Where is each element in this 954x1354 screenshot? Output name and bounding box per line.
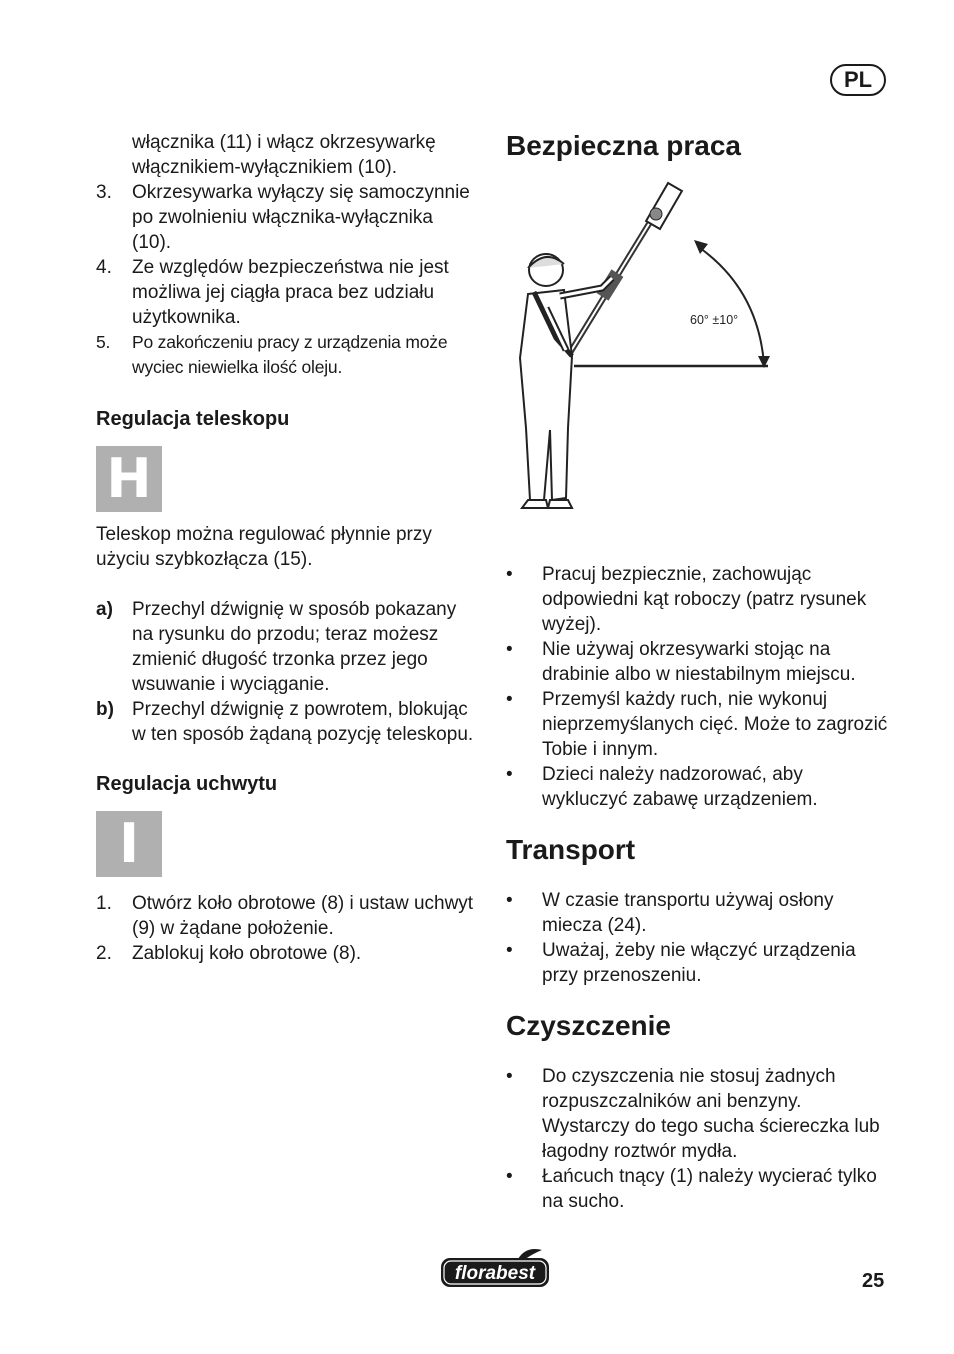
left-column [96,130,474,966]
bullet-marker: • [506,940,513,961]
cleaning-bullets [506,1064,890,1214]
list-item [96,941,474,966]
list-marker: 1. [96,893,112,914]
page-number: 25 [862,1270,885,1292]
list-item [506,938,890,988]
list-item [96,180,474,255]
list-text: Zablokuj koło obrotowe (8). [132,943,362,964]
safe-work-bullets [506,562,890,812]
list-item [506,687,890,762]
angle-label: 60° ±10° [690,313,739,327]
list-text: Przechyl dźwignię z powrotem, blokując w ten sposób żądaną pozycję teleskopu. [132,699,474,745]
list-item [506,1064,890,1164]
bullet-marker: • [506,890,513,911]
list-text: Po zakończeniu pracy z urządzenia może wyciec niewielka ilość oleju. [132,332,448,377]
worker-pole-saw-figure [506,178,776,528]
list-text: Nie używaj okrzesywarki stojąc na drabinie albo w niestabilnym miejscu. [542,639,856,685]
list-item [506,888,890,938]
transport-bullets [506,888,890,988]
list-marker: 5. [96,332,111,352]
list-marker: 2. [96,943,112,964]
list-item [506,637,890,687]
list-item [96,255,474,330]
section-heading-telescope: Regulacja teleskopu [96,408,290,430]
steps-list-continued [96,130,474,380]
section-heading-handle: Regulacja uchwytu [96,773,278,795]
bullet-marker: • [506,1166,513,1187]
list-marker: a) [96,599,113,620]
list-item [506,1164,890,1214]
list-text: Okrzesywarka wyłączy się samoczynnie po zwolnieniu włącznika-wyłącznika (10). [132,182,470,253]
language-badge: PL [830,64,886,96]
working-angle-illustration [506,178,776,528]
list-text: Przemyśl każdy ruch, nie wykonuj nieprzemyślanych cięć. Może to zagrozić Tobie i innym. [542,689,888,760]
list-item [506,762,890,812]
bullet-marker: • [506,564,513,585]
figure-reference-box-i: I [96,811,162,877]
list-text: Uważaj, żeby nie włączyć urządzenia przy przenoszeniu. [542,940,856,986]
section-heading-cleaning: Czyszczenie [506,1010,671,1041]
list-item [96,891,474,941]
list-item [96,130,474,180]
list-item [96,597,474,697]
list-text: Przechyl dźwignię w sposób pokazany na rysunku do przodu; teraz możesz zmienić długość trzonka przez jego wsuwanie i wyciąganie. [132,599,457,695]
bullet-marker: • [506,764,513,785]
figure-reference-box-h: H [96,446,162,512]
logo-text: florabest [454,1263,536,1284]
list-marker [96,130,132,180]
list-marker: 3. [96,182,112,203]
list-text: Łańcuch tnący (1) należy wycierać tylko na sucho. [542,1166,877,1212]
florabest-logo [438,1246,552,1290]
list-text: włącznika (11) i włącz okrzesywarkę włącznikiem-wyłącznikiem (10). [132,132,436,178]
list-text: W czasie transportu używaj osłony miecza (24). [542,890,834,936]
list-item [506,562,890,637]
bullet-marker: • [506,689,513,710]
telescope-intro: Teleskop można regulować płynnie przy użyciu szybkozłącza (15). [96,524,432,570]
section-heading-safe-work: Bezpieczna praca [506,130,741,161]
list-text: Ze względów bezpieczeństwa nie jest możliwa jej ciągła praca bez udziału użytkownika. [132,257,449,328]
section-heading-transport: Transport [506,834,636,865]
list-marker: b) [96,699,114,720]
telescope-steps [96,597,474,747]
list-marker: 4. [96,257,112,278]
handle-steps [96,891,474,966]
bullet-marker: • [506,1066,513,1087]
right-column [506,130,890,1214]
bullet-marker: • [506,639,513,660]
list-text: Pracuj bezpiecznie, zachowując odpowiedni kąt roboczy (patrz rysunek wyżej). [542,564,867,635]
list-item [96,330,474,380]
list-text: Do czyszczenia nie stosuj żadnych rozpuszczalników ani benzyny. Wystarczy do tego sucha ściereczka lub łagodny roztwór mydła. [542,1066,880,1162]
list-text: Dzieci należy nadzorować, aby wykluczyć zabawę urządzeniem. [542,764,818,810]
list-text: Otwórz koło obrotowe (8) i ustaw uchwyt (9) w żądane położenie. [132,893,474,939]
list-item [96,697,474,747]
